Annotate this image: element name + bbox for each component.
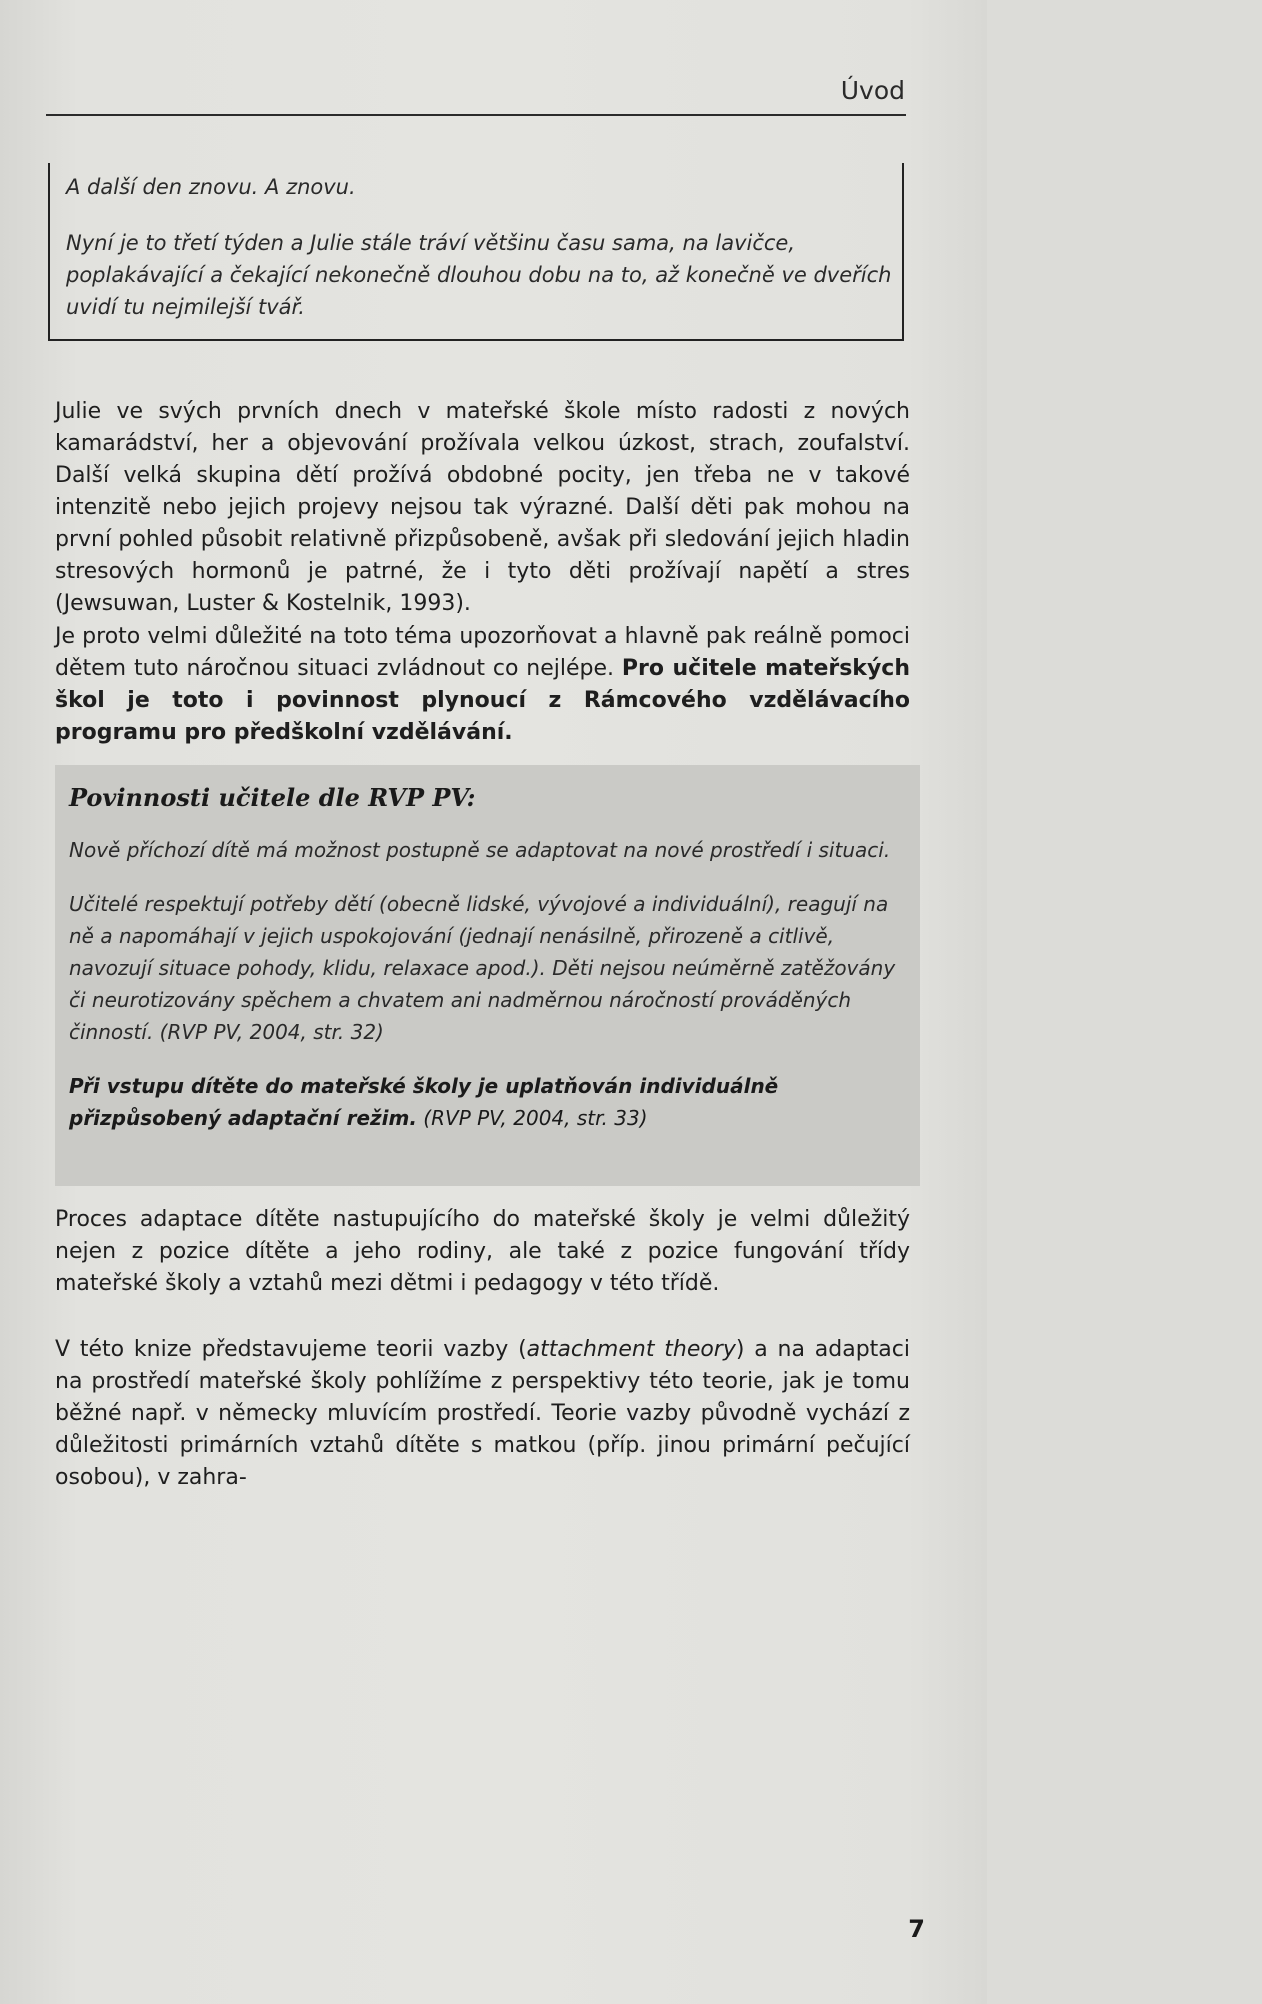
story-quote-box: [48, 163, 904, 341]
rvp-paragraph-2: Učitelé respektují potřeby dětí (obecně lidské, vývojové a individuální), reagují na ně a napomáhají v jejich uspokojování (jednají nenásilně, přirozeně a citlivě, navozují situace pohody, klidu, relaxace apod.). Děti nejsou neúměrně zatěžovány či neurotizovány spěchem a chvatem ani nadměrnou náročností prováděných činností. (RVP PV, 2004, str. 32): [69, 892, 896, 1044]
quote-paragraph-2: Nyní je to třetí týden a Julie stále tráví většinu času sama, na lavičce, poplakávající a čekající nekonečně dlouhou dobu na to, až konečně ve dveřích uvidí tu nejmilejší tvář.: [66, 231, 892, 319]
rvp-paragraph-3: [69, 1070, 906, 1134]
paragraph-4: [55, 1334, 910, 1494]
rvp-paragraph-1: Nově příchozí dítě má možnost postupně se adaptovat na nové prostředí i situaci.: [69, 838, 891, 862]
paragraph-2-bold: Pro učitele mateřských škol je toto i povinnost plynoucí z Rámcového vzdělávacího programu pro předškolní vzdělávání.: [55, 656, 910, 745]
paragraph-4-term: attachment theory: [526, 1337, 736, 1362]
paragraph-2-normal: Je proto velmi důležité na toto téma upozorňovat a hlavně pak reálně pomoci dětem tuto náročnou situaci zvládnout co nejlépe.: [55, 624, 910, 681]
paragraph-4-end: ) a na adaptaci na prostředí mateřské školy pohlížíme z perspektivy této teorie, jak je tomu běžné např. v německy mluvícím prostředí. Teorie vazby původně vychází z důležitosti primárních vztahů dítěte s matkou (příp. jinou primární pečující osobou), v zahra-: [55, 1337, 910, 1490]
paragraph-4-start: V této knize představujeme teorii vazby (: [55, 1337, 527, 1362]
paragraph-3: Proces adaptace dítěte nastupujícího do mateřské školy je velmi důležitý nejen z pozice dítěte a jeho rodiny, ale také z pozice fungování třídy mateřské školy a vztahů mezi dětmi i pedagogy v této třídě.: [55, 1207, 910, 1296]
rvp-paragraph-3-bold: Při vstupu dítěte do mateřské školy je uplatňován individuálně přizpůsobený adaptační režim.: [69, 1074, 779, 1130]
rvp-highlight-box: [55, 765, 920, 1186]
header-rule: [46, 114, 906, 116]
running-header: Úvod: [840, 76, 905, 105]
paragraph-1: Julie ve svých prvních dnech v mateřské škole místo radosti z nových kamarádství, her a objevování prožívala velkou úzkost, strach, zoufalství. Další velká skupina dětí prožívá obdobné pocity, jen třeba ne v takové intenzitě nebo jejich projevy nejsou tak výrazné. Další děti pak mohou na první pohled působit relativně přizpůsobeně, avšak při sledování jejich hladin stresových hormonů je patrné, že i tyto děti prožívají napětí a stres (Jewsuwan, Luster & Kostelnik, 1993).: [55, 399, 910, 616]
page-number: 7: [908, 1915, 925, 1943]
rvp-paragraph-3-citation: (RVP PV, 2004, str. 33): [416, 1106, 648, 1130]
paragraph-2: [55, 621, 910, 749]
quote-line-1: A další den znovu. A znovu.: [66, 175, 356, 199]
rvp-heading: Povinnosti učitele dle RVP PV:: [69, 783, 476, 812]
